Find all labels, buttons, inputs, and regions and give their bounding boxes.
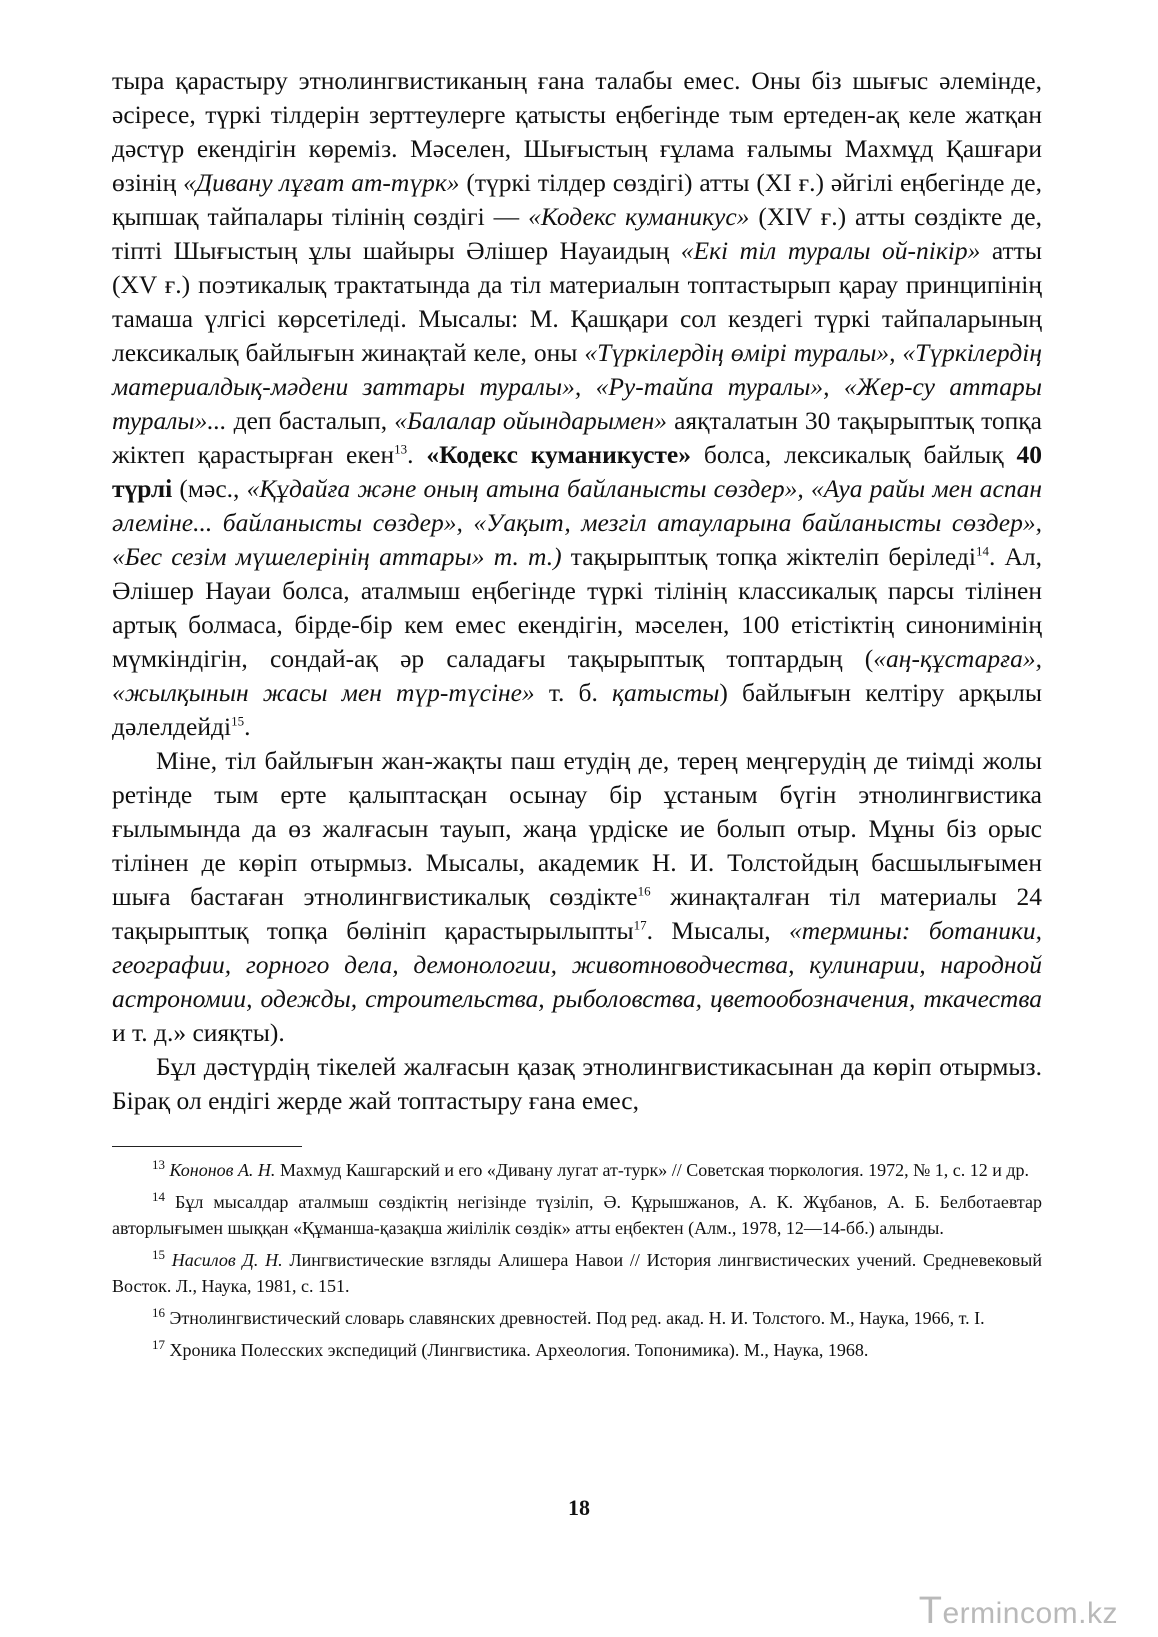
- text-run: ) байлығын келтіру арқылы дәлелдейді: [112, 678, 1042, 741]
- paragraph: [112, 744, 1042, 1050]
- footnote: [112, 1247, 1042, 1299]
- watermark-middle: erminc: [942, 1597, 1036, 1630]
- text-run: аяқталатын 30 тақырыптық топқа жіктеп қарастырған екен: [112, 406, 1042, 469]
- main-text: [112, 64, 1042, 1118]
- text-run: тыра қарастыру этнолингвистиканың ғана талабы емес. Оны біз шығыс әлемінде, әсіресе, түркі тілдерін зерттеулерге қатысты еңбегінде тым ертеден-ақ келе жатқан дәстүр екендігін көреміз. Мәселен, Шығыстың ғұлама ғалымы Махмұд Қашғари өзінің: [112, 66, 1042, 197]
- watermark-prefix: T: [918, 1590, 943, 1632]
- text-run: (түркі тілдер сөздігі) атты (XI ғ.) әйгілі еңбегінде де, қыпшақ тайпалары тілінің сөздігі —: [112, 168, 1042, 231]
- footnote-marker: 15: [152, 1247, 165, 1262]
- text-run: [165, 1250, 172, 1270]
- text-run: Хроника Полесских экспедиций (Лингвистика. Археология. Топонимика). М., Наука, 1968.: [165, 1340, 869, 1360]
- text-run: Міне, тіл байлығын жан-жақты паш етудің де, терең меңгерудің де тиімді жолы ретінде тым ерте қалыптасқан осынау бір ұстаным бүгін этнолингвистика ғылымында да өз жалғасын тауып, жаңа үрдіске ие болып отыр. Мұны біз орыс тілінен де көріп отырмыз. Мысалы, академик Н. И. Толстойдың басшылығымен шыға бастаған этнолингвистикалық сөздікте: [112, 746, 1042, 911]
- paragraph: [112, 1050, 1042, 1118]
- footnote-divider: [112, 1146, 302, 1147]
- text-run: и т. д.» сияқты).: [112, 1018, 285, 1047]
- italic-text: қатысты: [612, 678, 720, 707]
- italic-text: Кононов А. Н.: [169, 1160, 276, 1180]
- text-run: Бұл дәстүрдің тікелей жалғасын қазақ этнолингвистикасынан да көріп отырмыз. Бірақ ол ендігі жерде жай топтастыру ғана емес,: [112, 1052, 1042, 1115]
- italic-text: «Екі тіл туралы ой-пікір»: [680, 236, 981, 265]
- footnote-marker: 13: [394, 441, 408, 457]
- site-watermark: [919, 1590, 1118, 1633]
- footnote-marker: 14: [975, 543, 989, 559]
- footnote-marker: 16: [152, 1305, 165, 1320]
- text-run: Этнолингвистический словарь славянских древностей. Под ред. акад. Н. И. Толстого. М., Наука, 1966, т. I.: [165, 1308, 985, 1328]
- footnotes: [112, 1157, 1042, 1363]
- text-run: .: [407, 440, 427, 469]
- footnote: [112, 1189, 1042, 1241]
- text-run: Лингвистические взгляды Алишера Навои // История лингвистических учений. Средневековый Восток. Л., Наука, 1981, с. 151.: [112, 1250, 1043, 1296]
- bold-text: 40 түрлі: [112, 440, 1042, 503]
- footnote-marker: 14: [152, 1189, 165, 1204]
- footnote-marker: 16: [637, 883, 651, 899]
- text-run: (мәс.,: [172, 474, 247, 503]
- text-run: (XIV ғ.) атты сөздікте де, тіпті Шығыстың ұлы шайыры Әлішер Науаидың: [112, 202, 1043, 265]
- text-run: жинақталған тіл материалы 24 тақырыптық топқа бөлініп қарастырылыпты: [112, 882, 1042, 945]
- text-run: тақырыптық топқа жіктеліп беріледі: [561, 542, 976, 571]
- italic-text: Насилов Д. Н.: [171, 1250, 283, 1270]
- text-run: . Мысалы,: [646, 916, 790, 945]
- text-run: Махмуд Кашгарский и его «Дивану лугат ат-турк» // Советская тюркология. 1972, № 1, с. 12 и др.: [275, 1160, 1030, 1180]
- footnote-marker: 17: [633, 917, 647, 933]
- text-run: т. б.: [534, 678, 613, 707]
- footnote: [112, 1337, 1042, 1363]
- text-run: болса, лексикалық байлық: [691, 440, 1017, 469]
- footnote: [112, 1305, 1042, 1331]
- italic-text: «Кодекс куманикус»: [528, 202, 750, 231]
- paragraph: [112, 64, 1042, 744]
- italic-text: «Дивану лұғат ат-түрк»: [183, 168, 460, 197]
- page-body: [112, 64, 1042, 1369]
- text-run: .: [244, 712, 251, 741]
- page-number: 18: [568, 1495, 590, 1520]
- text-run: Бұл мысалдар аталмыш сөздіктің негізінде түзіліп, Ә. Құрышжанов, А. К. Жұбанов, А. Б. Белботаевтар авторлығымен шыққан «Құманша-қазақша жиілілік сөздік» атты еңбектен (Алм., 1978, 12—14-бб.) алынды.: [112, 1192, 1042, 1238]
- italic-text: «Құдайға және оның атына байланысты сөздер», «Ауа райы мен аспан әлеміне... байланысты сөздер», «Уақыт, мезгіл атауларына байланысты сөздер», «Бес сезім мүшелерінің аттары» т. т.): [112, 474, 1043, 571]
- italic-text: «Балалар ойындарымен»: [394, 406, 668, 435]
- footnote-marker: 15: [231, 713, 245, 729]
- footnote-marker: 17: [152, 1337, 165, 1352]
- text-run: деп басталып,: [226, 406, 395, 435]
- italic-text: «термины: ботаники, географии, горного дела, демонологии, животноводчества, кулинарии, народной астрономии, одежды, строительства, рыболовства, цветообозначения, ткачества: [112, 916, 1042, 1013]
- text-run: . Ал, Әлішер Науаи болса, аталмыш еңбегінде түркі тілінің классикалық парсы тілінен артық болмаса, бірде-бір кем емес екендігін, мәселен, 100 етістіктің синонимінің мүмкіндігін, сондай-ақ әр саладағы тақырыптық топтардың (: [112, 542, 1043, 673]
- watermark-suffix: m.kz: [1052, 1597, 1118, 1630]
- bold-text: «Кодекс куманикусте»: [426, 440, 692, 469]
- footnote: [112, 1157, 1042, 1183]
- watermark-o: o: [1035, 1597, 1053, 1630]
- italic-text: «аң-құстарға», «жылқынын жасы мен түр-түсіне»: [112, 644, 1042, 707]
- footnote-marker: 13: [152, 1157, 165, 1172]
- text-run: атты (XV ғ.) поэтикалық трактатында да тіл материалын топтастырып қарау принципінің тамаша үлгісі көрсетіледі. Мысалы: М. Қашқари сол кездегі түркі тайпаларының лексикалық байлығын жинақтай келе, оны: [112, 236, 1042, 367]
- italic-text: «Түркілердің өмірі туралы», «Түркілердің материалдық-мәдени заттары туралы», «Ру-тайпа туралы», «Жер-су аттары туралы»...: [112, 338, 1042, 435]
